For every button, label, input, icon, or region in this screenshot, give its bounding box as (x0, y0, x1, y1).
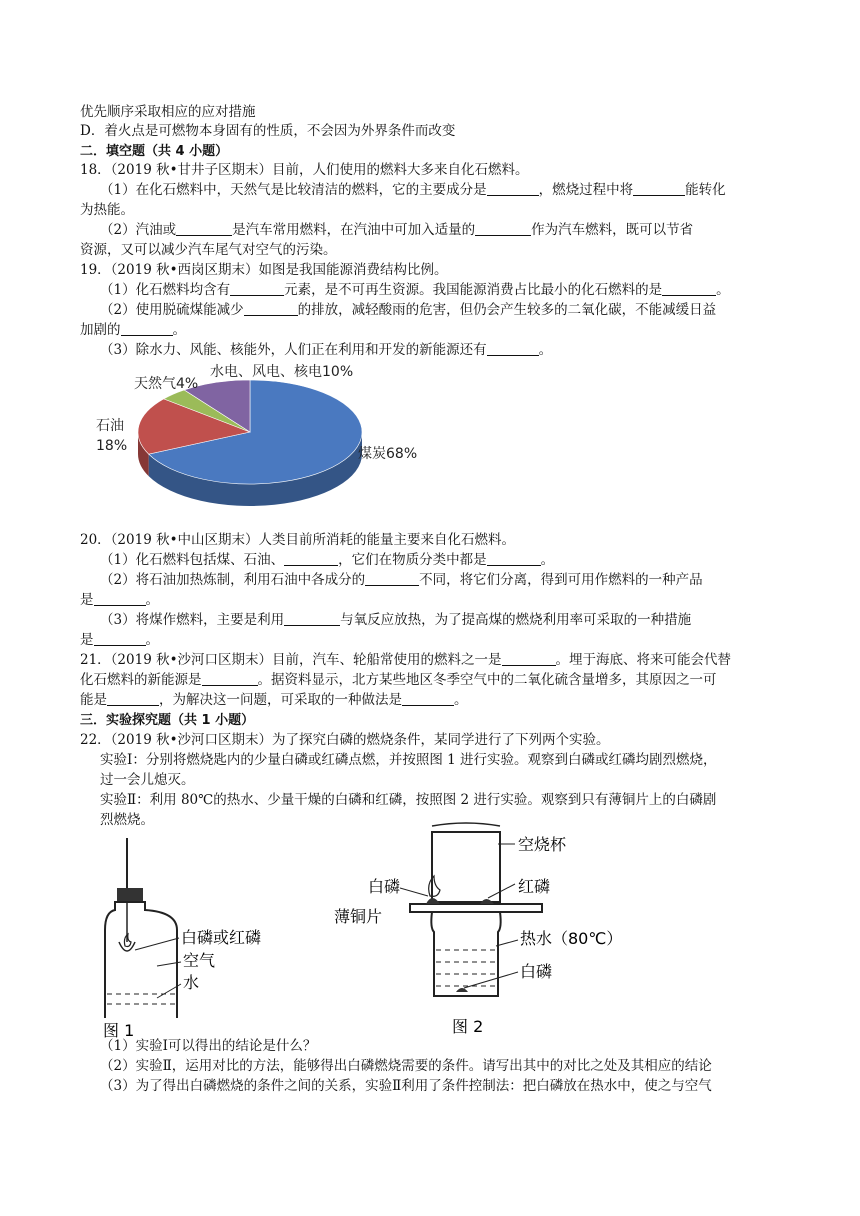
q20-part3: （3）将煤作燃料，主要是利用 与氧反应放热，为了提高煤的燃烧利用率可采取的一种措施 (100, 612, 692, 628)
q20-stem: 20．（2019 秋•中山区期末）人类目前所消耗的能量主要来自化石燃料。 (80, 532, 516, 548)
blank[interactable] (94, 591, 146, 606)
blank[interactable] (365, 571, 419, 586)
q22-exp2: 实验Ⅱ：利用 80℃的热水、少量干燥的白磷和红磷，按照图 2 进行实验。观察到只有薄铜片上的白磷剧 (100, 792, 717, 808)
q18-part1: （1）在化石燃料中，天然气是比较清洁的燃料，它的主要成分是 ，燃烧过程中将 能转化 (100, 182, 726, 198)
pie-label-oil-pct: 18% (96, 438, 128, 454)
blank[interactable] (487, 551, 541, 566)
q19-part2-cont: 加剧的 。 (80, 322, 186, 338)
stopper (117, 888, 143, 902)
blank[interactable] (202, 671, 258, 686)
fig2-label-hot-water: 热水（80℃） (520, 929, 623, 948)
blank[interactable] (94, 631, 146, 646)
blank[interactable] (107, 691, 159, 706)
blank[interactable] (487, 181, 539, 196)
blank[interactable] (176, 221, 232, 236)
q20-part1: （1）化石燃料包括煤、石油、 ，它们在物质分类中都是 。 (100, 552, 555, 568)
q22-exp1-cont: 过一会儿熄灭。 (100, 772, 195, 788)
blank[interactable] (475, 221, 531, 236)
q21-line2: 化石燃料的新能源是 。据资料显示，北方某些地区冬季空气中的二氧化硫含量增多，其原因之一可 (80, 672, 717, 688)
fig2-label-copper: 薄铜片 (334, 907, 383, 926)
blank[interactable] (402, 691, 454, 706)
q19-stem: 19．（2019 秋•西岗区期末）如图是我国能源消费结构比例。 (80, 262, 448, 278)
q22-exp2-cont: 烈燃烧。 (100, 812, 154, 828)
q22-sub2: （2）实验Ⅱ，运用对比的方法，能够得出白磷燃烧需要的条件。请写出其中的对比之处及其相应的结论 (100, 1058, 712, 1074)
q18-part2: （2）汽油或 是汽车常用燃料，在汽油中可加入适量的 作为汽车燃料，既可以节省 (100, 222, 694, 238)
blank[interactable] (284, 611, 340, 626)
flame-icon (429, 876, 440, 896)
energy-pie-chart (90, 360, 450, 520)
hot-water-beaker (431, 912, 500, 996)
blank[interactable] (502, 651, 556, 666)
fig2-label-white-p-water: 白磷 (520, 962, 553, 981)
q22-sub1: （1）实验Ⅰ可以得出的结论是什么？ (100, 1038, 317, 1054)
q20-part2-cont: 是 。 (80, 592, 159, 608)
fig2-label-beaker: 空烧杯 (518, 835, 567, 854)
fig2-caption: 图 2 (452, 1017, 484, 1034)
q22-sub3: （3）为了得出白磷燃烧的条件之间的关系，实验Ⅱ利用了条件控制法：把白磷放在热水中，使之与空气 (100, 1078, 712, 1094)
option-d: D．着火点是可燃物本身固有的性质，不会因为外界条件而改变 (80, 123, 456, 139)
figure-1-diagram (95, 838, 295, 1038)
q22-stem: 22．（2019 秋•沙河口区期末）为了探究白磷的燃烧条件，某同学进行了下列两个实验。 (80, 732, 610, 748)
fig2-label-white-p: 白磷 (368, 877, 401, 896)
fig1-label-air: 空气 (183, 951, 216, 970)
blank[interactable] (487, 341, 539, 356)
blank[interactable] (244, 301, 298, 316)
q18-stem: 18．（2019 秋•甘井子区期末）目前，人们使用的燃料大多来自化石燃料。 (80, 162, 529, 178)
blank[interactable] (121, 321, 173, 336)
section-title-experiment: 三．实验探究题（共 1 小题） (80, 713, 255, 728)
blank[interactable] (662, 281, 716, 296)
blank[interactable] (284, 551, 338, 566)
fig1-label-water: 水 (183, 973, 200, 992)
blank[interactable] (633, 181, 685, 196)
fig2-label-red-p: 红磷 (518, 877, 551, 896)
pie-label-hydro: 水电、风电、核电10% (210, 364, 354, 380)
q20-part3-cont: 是 。 (80, 632, 159, 648)
copper-sheet (410, 904, 542, 912)
q20-part2: （2）将石油加热炼制，利用石油中各成分的 不同，将它们分离，得到可用作燃料的一种产品 (100, 572, 703, 588)
figure-2-diagram (330, 822, 660, 1034)
q21-line3: 能是 ，为解决这一问题，可采取的一种做法是 。 (80, 692, 468, 708)
section-title-fill: 二．填空题（共 4 小题） (80, 144, 229, 159)
q18-part2-cont: 资源，又可以减少汽车尾气对空气的污染。 (80, 242, 337, 258)
blank[interactable] (230, 281, 284, 296)
submerged-phosphorus (456, 988, 468, 992)
q19-part1: （1）化石燃料均含有 元素，是不可再生资源。我国能源消费占比最小的化石燃料的是 。 (100, 282, 730, 298)
text-line: 优先顺序采取相应的应对措施 (80, 104, 256, 120)
fig1-caption: 图 1 (103, 1021, 135, 1038)
pie-label-oil: 石油 (96, 418, 124, 434)
q19-part3: （3）除水力、风能、核能外，人们正在利用和开发的新能源还有 。 (100, 342, 553, 358)
pie-label-coal: 煤炭68% (358, 446, 418, 462)
q19-part2: （2）使用脱硫煤能减少 的排放，减轻酸雨的危害，但仍会产生较多的二氧化碳，不能减缓日益 (100, 302, 717, 318)
q18-part1-cont: 为热能。 (80, 202, 134, 218)
q21-line1: 21．（2019 秋•沙河口区期末）目前，汽车、轮船常使用的燃料之一是 。埋于海底、将来可能会代替 (80, 652, 732, 668)
empty-beaker (432, 832, 500, 902)
pie-label-gas: 天然气4% (134, 376, 199, 392)
fig1-label-phosphorus: 白磷或红磷 (181, 928, 262, 947)
q22-exp1: 实验Ⅰ：分别将燃烧匙内的少量白磷或红磷点燃，并按照图 1 进行实验。观察到白磷或红磷均剧烈燃烧， (100, 752, 717, 768)
